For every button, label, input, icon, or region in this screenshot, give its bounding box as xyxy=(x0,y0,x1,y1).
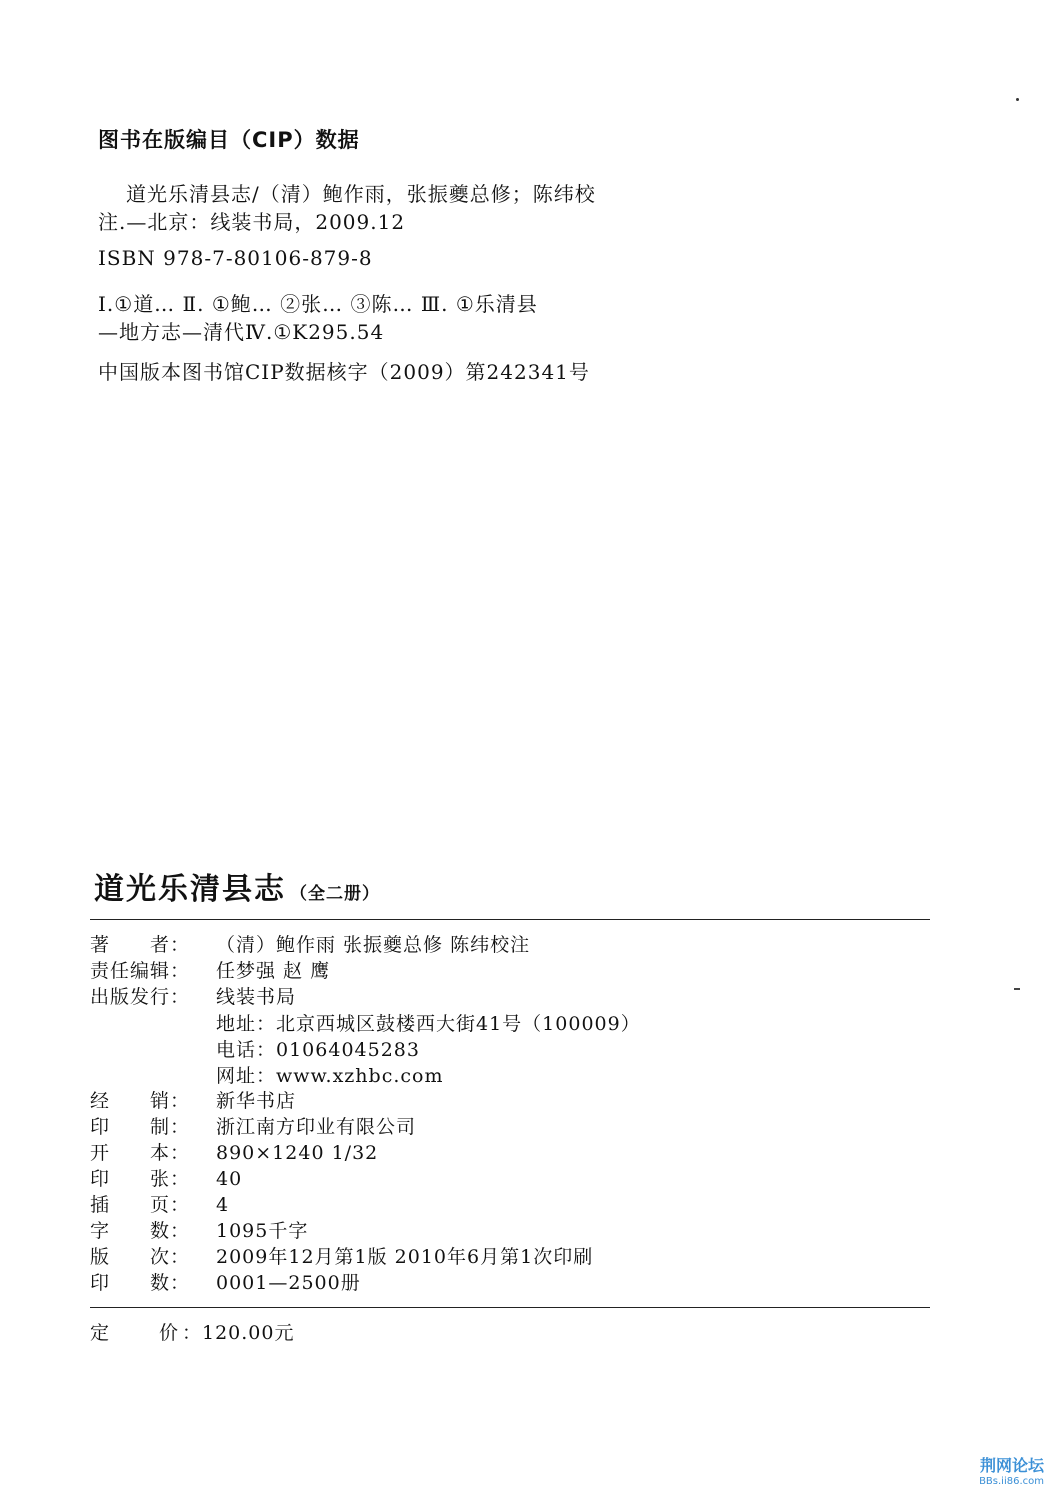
info-price-label: 定 价： xyxy=(90,1322,202,1344)
cip-classification-2: —地方志—清代Ⅳ.①K295.54 xyxy=(98,320,385,344)
info-sheets xyxy=(90,1164,242,1191)
info-word-count-label: 字 数： xyxy=(90,1220,191,1242)
info-plates-label: 插 页： xyxy=(90,1194,191,1216)
info-price xyxy=(90,1318,294,1345)
info-edition xyxy=(90,1242,593,1269)
info-distributor-value: 新华书店 xyxy=(216,1090,297,1112)
info-plates xyxy=(90,1190,229,1217)
info-author-label: 著 者： xyxy=(90,934,191,956)
info-plates-value: 4 xyxy=(216,1194,230,1216)
info-sheets-label: 印 张： xyxy=(90,1168,191,1190)
watermark-url: BBs.ii86.com xyxy=(979,1476,1044,1487)
info-price-value: 120.00元 xyxy=(202,1322,295,1344)
info-format xyxy=(90,1138,378,1165)
scan-speck xyxy=(1014,988,1020,990)
info-format-label: 开 本： xyxy=(90,1142,191,1164)
cip-classification-1: Ⅰ.①道… Ⅱ. ①鲍… ②张… ③陈… Ⅲ. ①乐清县 xyxy=(98,292,538,316)
info-publisher-label: 出版发行： xyxy=(90,986,191,1008)
book-title xyxy=(94,864,380,908)
info-copies xyxy=(90,1268,361,1295)
info-editor-value: 任梦强 赵 鹰 xyxy=(216,960,331,982)
info-author-value: （清）鲍作雨 张振夔总修 陈纬校注 xyxy=(216,934,531,956)
top-rule xyxy=(90,919,930,920)
info-printer-label: 印 制： xyxy=(90,1116,191,1138)
info-author xyxy=(90,930,530,957)
book-title-text: 道光乐清县志 xyxy=(94,872,286,907)
book-volumes: （全二册） xyxy=(290,884,380,904)
info-sheets-value: 40 xyxy=(216,1168,243,1190)
cip-verification: 中国版本图书馆CIP数据核字（2009）第242341号 xyxy=(98,360,590,384)
info-distributor xyxy=(90,1086,296,1113)
info-website: 网址：www.xzhbc.com xyxy=(216,1065,444,1087)
cip-publisher-line: 注.—北京：线装书局，2009.12 xyxy=(98,210,406,234)
cip-title: 图书在版编目（CIP）数据 xyxy=(98,128,360,152)
info-editor-label: 责任编辑： xyxy=(90,960,191,982)
info-copies-label: 印 数： xyxy=(90,1272,191,1294)
info-edition-value: 2009年12月第1版 2010年6月第1次印刷 xyxy=(216,1246,594,1268)
info-format-value: 890×1240 1/32 xyxy=(216,1142,379,1164)
scan-speck xyxy=(1016,98,1019,101)
info-printer-value: 浙江南方印业有限公司 xyxy=(216,1116,417,1138)
info-address: 地址：北京西城区鼓楼西大街41号（100009） xyxy=(216,1013,641,1035)
info-copies-value: 0001—2500册 xyxy=(216,1272,361,1294)
info-edition-label: 版 次： xyxy=(90,1246,191,1268)
info-publisher-value: 线装书局 xyxy=(216,986,297,1008)
bottom-rule xyxy=(90,1307,930,1308)
info-editor xyxy=(90,956,330,983)
cip-title-line: 道光乐清县志/（清）鲍作雨，张振夔总修；陈纬校 xyxy=(126,182,596,206)
watermark-name: 荆网论坛 xyxy=(979,1456,1044,1475)
forum-watermark xyxy=(979,1453,1044,1487)
info-word-count-value: 1095千字 xyxy=(216,1220,309,1242)
cip-isbn: ISBN 978-7-80106-879-8 xyxy=(98,246,373,270)
info-word-count xyxy=(90,1216,308,1243)
info-printer xyxy=(90,1112,416,1139)
info-distributor-label: 经 销： xyxy=(90,1090,191,1112)
info-phone: 电话：01064045283 xyxy=(216,1039,420,1061)
info-publisher xyxy=(90,982,296,1009)
